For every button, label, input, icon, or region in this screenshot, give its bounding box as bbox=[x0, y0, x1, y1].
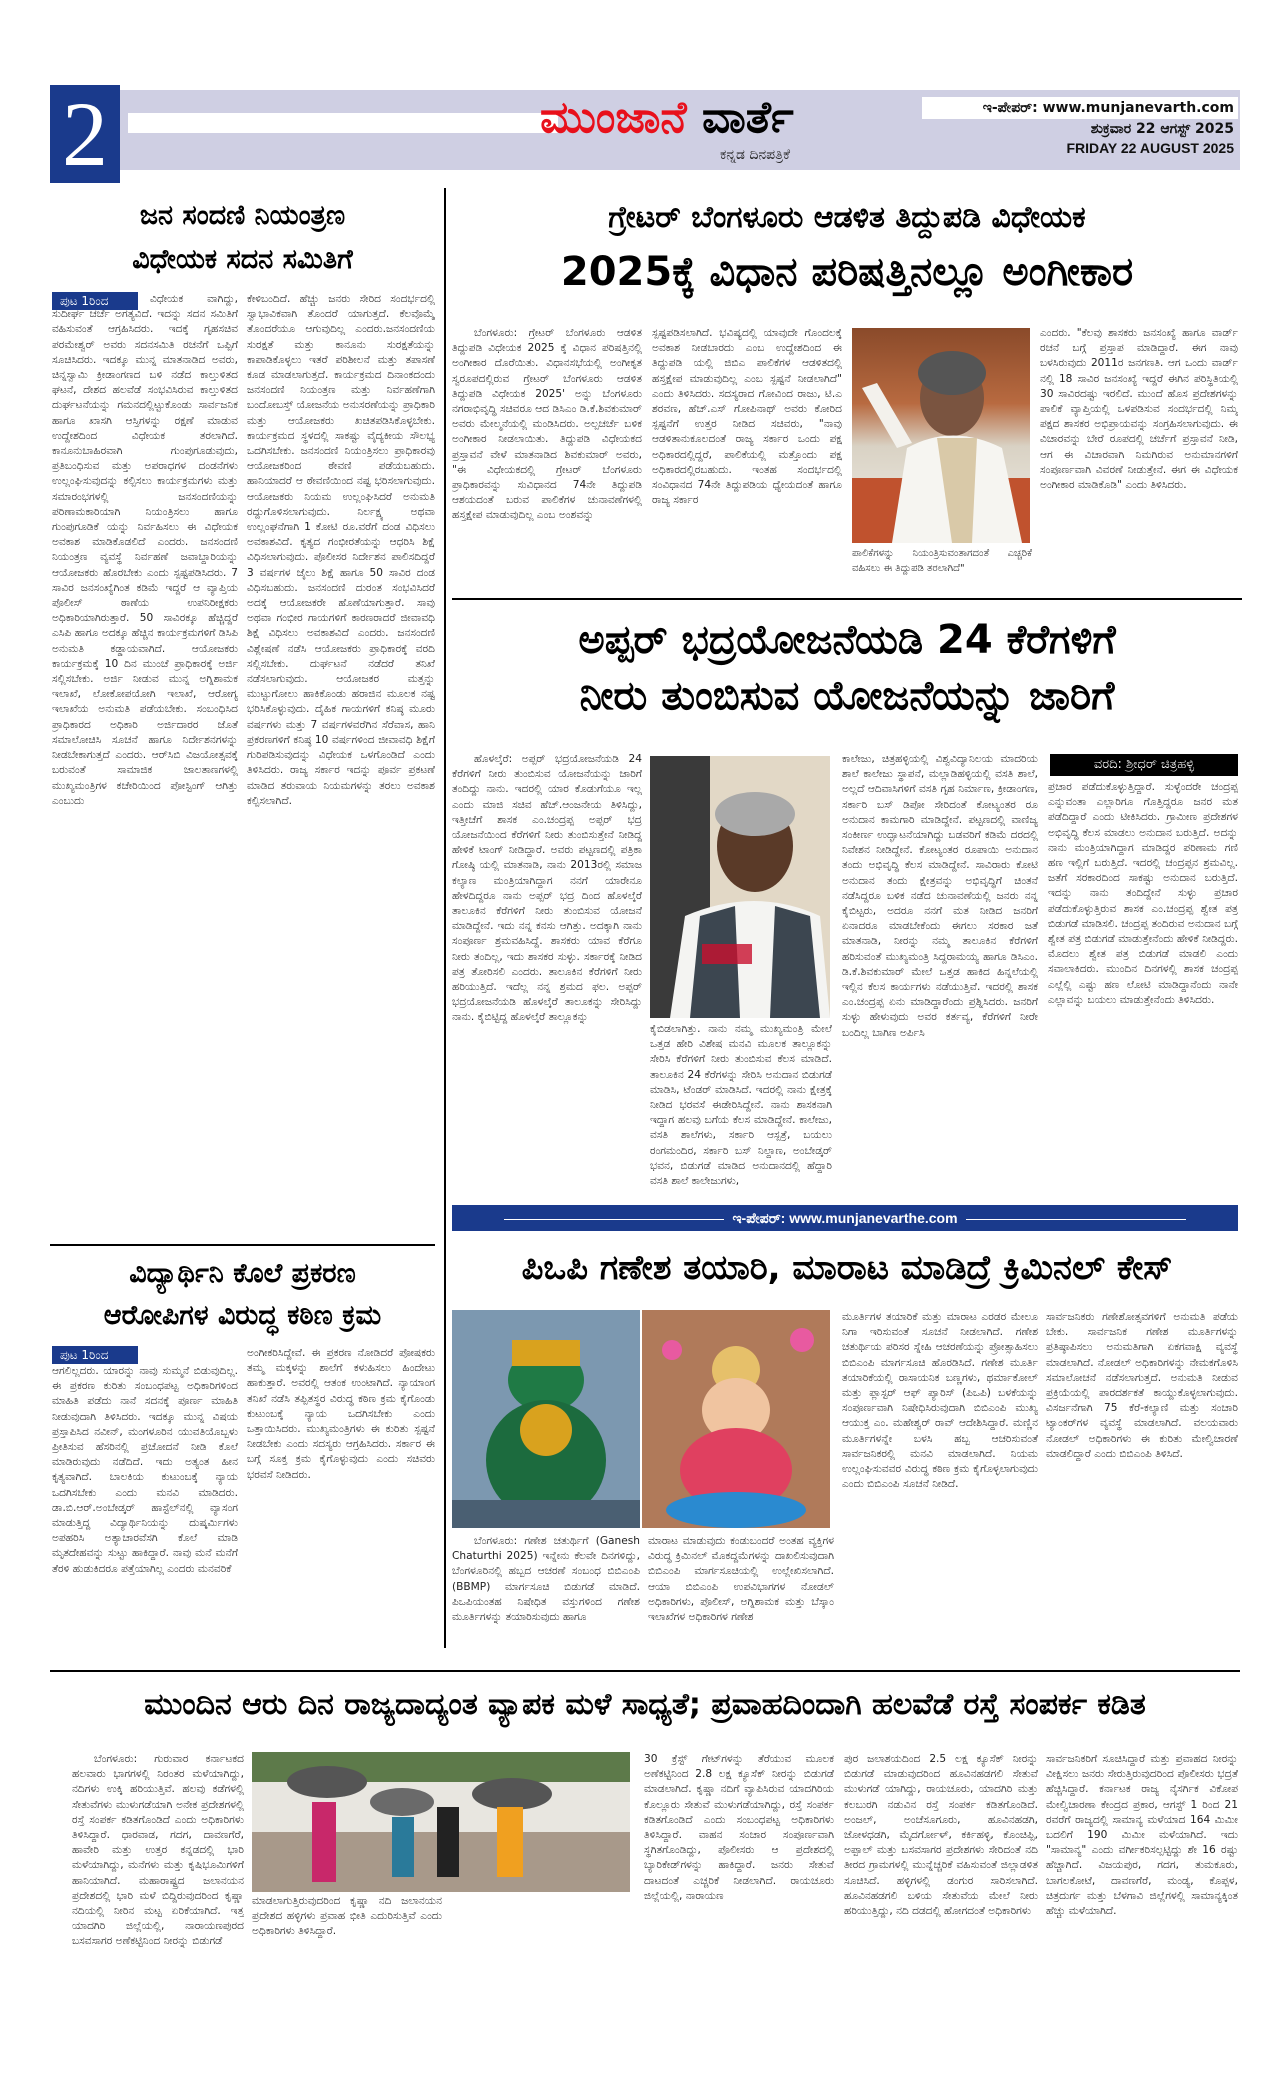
story3-headline-line1: ಅಪ್ಪರ್ ಭದ್ರಯೋಜನೆಯಡಿ 24 ಕೆರೆಗಳಿಗೆ bbox=[578, 617, 1116, 663]
ganesha-illustration bbox=[642, 1310, 830, 1528]
story6-headline: ಮುಂದಿನ ಆರು ದಿನ ರಾಜ್ಯದಾದ್ಯಂತ ವ್ಯಾಪಕ ಮಳೆ ಸಾಧ್ಯತೆ; ಪ್ರವಾಹದಿಂದಾಗಿ ಹಲವೆಡೆ ರಸ್ತೆ ಸಂಪರ್ಕ ಕಡಿತ bbox=[144, 1687, 1146, 1722]
section-divider bbox=[452, 598, 1242, 600]
date-english: FRIDAY 22 AUGUST 2025 bbox=[1066, 140, 1234, 156]
story6-column3: ಪುರ ಜಲಾಶಯದಿಂದ 2.5 ಲಕ್ಷ ಕ್ಯೂಸೆಕ್ ನೀರನ್ನು ಬಿಡುಗಡೆ ಮಾಡುವುದರಿಂದ ಹೂವಿನಹಡಗಲಿ ಸೇತುವೆ ಮುಳುಗಡೆ ಯಾಗಿದ್ದು, ರಾಯಚೂರು, ಯಾದಗಿರಿ ಮತ್ತು ಕಲಬುರಗಿ ನಡುವಿನ ರಸ್ತೆ ಸಂಪರ್ಕ ಕಡಿತಗೊಂಡಿದೆ. ಅಂಜಲ್, ಅಂಚೆಸೂಗೂರು, ಹೂವಿನಹಡಗಿ, ಜೋಳಧಡಗಿ, ಮೈದರ್ಗೋಳ್, ಕರ್ಕಿಹಳ್ಳಿ, ಕೊಂಚಿಪ್ಪಿ, ಅಪ್ಪಾಲ್ ಮತ್ತು ಬಸವಸಾಗರ ಪ್ರದೇಶಗಳು ಸೇರಿದಂತೆ ನದಿ ತೀರದ ಗ್ರಾಮಗಳಲ್ಲಿ ಮುನ್ನೆಚ್ಚರಿಕೆ ವಹಿಸುವಂತೆ ಜಿಲ್ಲಾಡಳಿತ ಸೂಚಿಸಿದೆ. ಹಳ್ಳಿಗಳಲ್ಲಿ ಡಂಗುರ ಸಾರಿಸಲಾಗಿದೆ. ಹೂವಿನಹಡಗಲಿ ಬಳಿಯ ಸೇತುವೆಯ ಮೇಲೆ ನೀರು ಹರಿಯುತ್ತಿದ್ದು, ನದಿ ದಡದಲ್ಲಿ ಹೋಗದಂತೆ ಅಧಿಕಾರಿಗಳು bbox=[844, 1753, 1038, 1918]
story1-continued-badge: ಪುಟ 1ರಿಂದ bbox=[52, 292, 138, 310]
masthead-white-strip bbox=[128, 113, 558, 133]
ganesha-illustration bbox=[452, 1310, 640, 1528]
story1-headline-line1: ಜನ ಸಂದಣಿ ನಿಯಂತ್ರಣ bbox=[139, 200, 346, 231]
banner-line-left bbox=[504, 1219, 724, 1220]
title-black: ವಾರ್ತೆ bbox=[701, 92, 794, 143]
story6-top-rule bbox=[50, 1670, 1240, 1672]
story3-byline: ವರದಿ: ಶ್ರೀಧರ್ ಚಿತ್ರಹಳ್ಳಿ bbox=[1050, 754, 1238, 776]
story1-headline-line2: ವಿಧೇಯಕ ಸದನ ಸಮಿತಿಗೆ bbox=[132, 244, 353, 275]
story4-column2: ಅಂಗೀಕರಿಸಿದ್ದೇವೆ. ಈ ಪ್ರಕರಣ ನೋಡಿದರೆ ಪೋಷಕರು ತಮ್ಮ ಮಕ್ಕಳನ್ನು ಶಾಲೆಗೆ ಕಳುಹಿಸಲು ಹಿಂದೇಟು ಹಾಕುತ್ತಾರೆ. ಅವರಲ್ಲಿ ಆತಂಕ ಉಂಟಾಗಿದೆ. ನ್ಯಾಯಾಂಗ ತನಿಖೆ ನಡೆಸಿ ತಪ್ಪಿತಸ್ಥರ ವಿರುದ್ಧ ಕಠಿಣ ಕ್ರಮ ಕೈಗೊಂಡು ಕುಟುಂಬಕ್ಕೆ ನ್ಯಾಯ ಒದಗಿಸಬೇಕು ಎಂದು ಒತ್ತಾಯಿಸಿದರು. ಮುಖ್ಯಮಂತ್ರಿಗಳು ಈ ಕುರಿತು ಸ್ಪಷ್ಟನೆ ನೀಡಬೇಕು ಎಂದು ಸದಸ್ಯರು ಆಗ್ರಹಿಸಿದರು. ಸರ್ಕಾರ ಈ ಬಗ್ಗೆ ಸೂಕ್ತ ಕ್ರಮ ಕೈಗೊಳ್ಳುವುದು ಎಂದು ಸಚಿವರು ಭರವಸೆ ನೀಡಿದರು. bbox=[247, 1347, 435, 1481]
story4-continued-badge: ಪುಟ 1ರಿಂದ bbox=[52, 1346, 138, 1364]
story3-column4: ಪ್ರಚಾರ ಪಡೆದುಕೊಳ್ಳುತ್ತಿದ್ದಾರೆ. ಸುಳ್ಳೆಂದರೇ ಚಂದ್ರಪ್ಪ ಎನ್ನುವಂತಾ ಎಲ್ಲಾರಿಗೂ ಗೊತ್ತಿದ್ದರೂ ಜನರ ಮತ ಪಡೆದಿದ್ದಾರೆ ಎಂದು ಟೀಕಿಸಿದರು. ಗ್ರಾಮೀಣ ಪ್ರದೇಶಗಳ ಅಭಿವೃದ್ಧಿ ಕೆಲಸ ಮಾಡಲು ಅನುದಾನ ಬರುತ್ತಿದೆ. ಅದನ್ನು ನಾನು ಮಂತ್ರಿಯಾಗಿದ್ದಾಗ ಮಾಡಿದ್ದರ ಪರಿಣಾಮ ಗಣಿ ಹಣ ಇಲ್ಲಿಗೆ ಬರುತ್ತಿದೆ. ಇದರಲ್ಲಿ ಚಂದ್ರಪ್ಪನ ಶ್ರಮವಿಲ್ಲ. ಜತೆಗೆ ಸರಕಾರದಿಂದ ಸಾಕಷ್ಟು ಅನುದಾನ ಬರುತ್ತಿದೆ. ಇದನ್ನು ನಾನು ತಂದಿದ್ದೇನೆ ಸುಳ್ಳು ಪ್ರಚಾರ ಪಡೆದುಕೊಳ್ಳುತ್ತಿರುವ ಶಾಸಕ ಎಂ.ಚಂದ್ರಪ್ಪ ಶ್ವೇತ ಪತ್ರ ಬಿಡುಗಡೆ ಮಾಡಿಸಲಿ. ಚಂದ್ರಪ್ಪ ತಂದಿರುವ ಅನುದಾನ ಬಗ್ಗೆ ಶ್ವೇತ ಪತ್ರ ಬಿಡುಗಡೆ ಮಾಡುತ್ತೇನೆಂದು ಹೇಳಿಕೆ ನೀಡಿದ್ದರು. ಮೊದಲು ಶ್ವೇತ ಪತ್ರ ಬಿಡುಗಡೆ ಮಾಡಲಿ ಎಂದು ಸವಾಲಾಕಿದರು. ಮುಂದಿನ ದಿನಗಳಲ್ಲಿ ಶಾಸಕ ಚಂದ್ರಪ್ಪ ಎಲ್ಲೆಲ್ಲಿ ಎಷ್ಟು ಹಣ ಲೋಟಿ ಮಾಡಿದ್ದಾನೆಂದು ನಾನೇ ಎಲ್ಲಾವನ್ನು ಬಯಲು ಮಾಡುತ್ತೇನೆಂದು ತಿಳಿಸಿದರು. bbox=[1048, 781, 1238, 1006]
story5-column2: ಮಾರಾಟ ಮಾಡುವುದು ಕಂಡುಬಂದರೆ ಅಂತಹ ವ್ಯಕ್ತಿಗಳ ವಿರುದ್ಧ ಕ್ರಿಮಿನಲ್ ಮೊಕದ್ದಮೆಗಳನ್ನು ದಾಖಲಿಸುವುದಾಗಿ ಬಿಬಿಎಂಪಿ ಮಾರ್ಗಸೂಚಿಯಲ್ಲಿ ಉಲ್ಲೇಖಿಸಲಾಗಿದೆ. ಆಯಾ ಬಿಬಿಎಂಪಿ ಉಪವಿಭಾಗಗಳ ನೋಡಲ್ ಅಧಿಕಾರಿಗಳು, ಪೊಲೀಸ್, ಅಗ್ನಿಶಾಮಕ ಮತ್ತು ಬೆಸ್ಕಾಂ ಇಲಾಖೆಗಳ ಅಧಿಕಾರಿಗಳ ಗಣೇಶ bbox=[648, 1535, 834, 1624]
newspaper-title bbox=[540, 88, 920, 148]
story2-column3: ಎಂದರು. "ಕೆಲವು ಶಾಸಕರು ಜನಸಂಖ್ಯೆ ಹಾಗೂ ವಾರ್ಡ್ ರಚನೆ ಬಗ್ಗೆ ಪ್ರಸ್ತಾಪ ಮಾಡಿದ್ದಾರೆ. ಈಗ ನಾವು ಬಳಸಿರುವುದು 2011ರ ಜನಗಣತಿ. ಆಗ ಒಂದು ವಾರ್ಡ್ ನಲ್ಲಿ 18 ಸಾವಿರ ಜನಸಂಖ್ಯೆ ಇದ್ದರೆ ಈಗಿನ ಪರಿಸ್ಥಿತಿಯಲ್ಲಿ 30 ಸಾವಿರದಷ್ಟು ಇರಲಿದೆ. ಮುಂದೆ ಹೊಸ ಪ್ರದೇಶಗಳನ್ನು ಪಾಲಿಕೆ ವ್ಯಾಪ್ತಿಯಲ್ಲಿ ಒಳಪಡಿಸುವ ಸಂದರ್ಭದಲ್ಲಿ ನಿಮ್ಮ ಪಕ್ಷದ ಶಾಸಕರ ಅಭಿಪ್ರಾಯವನ್ನು ಸಂಗ್ರಹಿಸಲಾಗುವುದು. ಈ ವಿಚಾರವನ್ನು ಬೇರೆ ರೂಪದಲ್ಲಿ ಚರ್ಚೆಗೆ ಪ್ರಸ್ತಾವನೆ ನೀಡಿ, ಆಗ ಈ ವಿಚಾರವಾಗಿ ನಿಮಗಿರುವ ಅನುಮಾನಗಳಿಗೆ ಸಂಪೂರ್ಣವಾಗಿ ವಿವರಣೆ ನೀಡುತ್ತೇನೆ. ಈಗ ಈ ವಿಧೇಯಕ ಅಂಗೀಕಾರ ಮಾಡಿಕೊಡಿ" ಎಂದು ತಿಳಿಸಿದರು. bbox=[1040, 327, 1238, 492]
story5-column1: ಬೆಂಗಳೂರು: ಗಣೇಶ ಚತುರ್ಥಿಗೆ (Ganesh Chaturthi 2025) ಇನ್ನೇನು ಕೆಲವೇ ದಿನಗಳಿದ್ದು, ಬೆಂಗಳೂರಿನಲ್ಲಿ ಹಬ್ಬದ ಆಚರಣೆ ಸಂಬಂಧ ಬಿಬಿಎಂಪಿ (BBMP) ಮಾರ್ಗಸೂಚಿ ಬಿಡುಗಡೆ ಮಾಡಿದೆ. ಪಿಒಪಿಯಂತಹ ನಿಷೇಧಿತ ವಸ್ತುಗಳಿಂದ ಗಣೇಶ ಮೂರ್ತಿಗಳನ್ನು ತಯಾರಿಸುವುದು ಹಾಗೂ bbox=[452, 1535, 640, 1624]
story4-headline-line2: ಆರೋಪಿಗಳ ವಿರುದ್ಧ ಕಠಿಣ ಕ್ರಮ bbox=[103, 1300, 382, 1331]
story2-headline-line2: 2025ಕ್ಕೆ ವಿಧಾನ ಪರಿಷತ್ತಿನಲ್ಲೂ ಅಂಗೀಕಾರ bbox=[560, 249, 1134, 295]
story1-column2: ಕೇಳಿಬಂದಿದೆ. ಹೆಚ್ಚು ಜನರು ಸೇರಿದ ಸಂದರ್ಭದಲ್ಲಿ ಸ್ವಾಭಾವಿಕವಾಗಿ ತೊಂದರೆ ಯಾಗುತ್ತದೆ. ಕೆಲವೊಮ್ಮೆ ತೊಂದರೆಯೂ ಆಗುವುದಿಲ್ಲ ಎಂದರು.ಜನಸಂದಣಿಯ ಸುರಕ್ಷತೆ ಮತ್ತು ಕಾನೂನು ಸುರಕ್ಷತೆಯನ್ನು ಕಾಪಾಡಿಕೊಳ್ಳಲು ಇತರೆ ಪರಿಶೀಲನೆ ಮತ್ತು ತಪಾಸಣೆ ಕೂಡ ಮಾಡಲಾಗುತ್ತದೆ. ಕಾರ್ಯಕ್ರಮದ ದಿನಾಂಕದಂದು ಜನಸಂದಣಿ ನಿಯಂತ್ರಣ ಮತ್ತು ನಿರ್ವಹಣೆಗಾಗಿ ಬಂದೋಬಸ್ತ್ ಯೋಜನೆಯ ಅನುಸರಣೆಯನ್ನು ಪ್ರಾಧಿಕಾರಿ ಮತ್ತು ಆಯೋಜಕರು ಖಚಿತಪಡಿಸಿಕೊಳ್ಳಬೇಕು. ಕಾರ್ಯಕ್ರಮದ ಸ್ಥಳದಲ್ಲಿ ಸಾಕಷ್ಟು ವೈದ್ಯಕೀಯ ಸೌಲಭ್ಯ ಒದಗಿಸಬೇಕು. ಜನಸಂದಣಿ ನಿಯಂತ್ರಿಸಲು ಪ್ರಾಧಿಕಾರವು ಆಯೋಜಕರಿಂದ ಠೇವಣಿ ಪಡೆಯಬಹುದು. ಹಾನಿಯಾದರೆ ಆ ಠೇವಣಿಯಿಂದ ನಷ್ಟ ಭರಿಸಲಾಗುವುದು. ಆಯೋಜಕರು ನಿಯಮ ಉಲ್ಲಂಘಿಸಿದರೆ ಅನುಮತಿ ರದ್ದುಗೊಳಿಸಲಾಗುವುದು. ನಿರ್ಲಕ್ಷ್ಯ ಅಥವಾ ಉಲ್ಲಂಘನೆಗಾಗಿ 1 ಕೋಟಿ ರೂ.ವರೆಗೆ ದಂಡ ವಿಧಿಸಲು ಅವಕಾಶವಿದೆ. ಕೃತ್ಯದ ಗಂಭೀರತೆಯನ್ನು ಆಧರಿಸಿ ಶಿಕ್ಷೆ ವಿಧಿಸಲಾಗುವುದು. ಪೊಲೀಸರ ನಿರ್ದೇಶನ ಪಾಲಿಸದಿದ್ದರೆ 3 ವರ್ಷಗಳ ಜೈಲು ಶಿಕ್ಷೆ ಹಾಗೂ 50 ಸಾವಿರ ದಂಡ ವಿಧಿಸಬಹುದು. ಜನಸಂದಣಿ ದುರಂತ ಸಂಭವಿಸಿದರೆ ಅದಕ್ಕೆ ಆಯೋಜಕರೇ ಹೊಣೆಯಾಗುತ್ತಾರೆ. ಸಾವು ಅಥವಾ ಗಂಭೀರ ಗಾಯಗಳಿಗೆ ಕಾರಣರಾದರೆ ಜೀವಾವಧಿ ಶಿಕ್ಷೆ ವಿಧಿಸಲು ಅವಕಾಶವಿದೆ ಎಂದರು. ಜನಸಂದಣಿ ವಿಶ್ಲೇಷಣೆ ನಡೆಸಿ ಆಯೋಜಕರು ಪ್ರಾಧಿಕಾರಕ್ಕೆ ವರದಿ ಸಲ್ಲಿಸಬೇಕು. ದುರ್ಘಟನೆ ನಡೆದರೆ ತನಿಖೆ ನಡೆಸಲಾಗುವುದು. ಆಯೋಜಕರ ಮತ್ತನ್ನು ಮುಟ್ಟುಗೋಲು ಹಾಕಿಕೊಂಡು ಹರಾಜಿನ ಮೂಲಕ ನಷ್ಟ ಭರಿಸಿಕೊಳ್ಳುವುದು. ದೈಹಿಕ ಗಾಯಗಳಿಗೆ ಕನಿಷ್ಠ ಮೂರು ವರ್ಷಗಳು ಮತ್ತು 7 ವರ್ಷಗಳವರೆಗಿನ ಸೆರೆವಾಸ, ಹಾನಿ ಪ್ರಕರಣಗಳಿಗೆ ಕನಿಷ್ಠ 10 ವರ್ಷಗಳಿಂದ ಜೀವಾವಧಿ ಶಿಕ್ಷೆಗೆ ಗುರಿಪಡಿಸುವುದನ್ನು ವಿಧೇಯಕ ಒಳಗೊಂಡಿದೆ ಎಂದು ತಿಳಿಸಿದರು. ರಾಜ್ಯ ಸರ್ಕಾರ ಇದನ್ನು ಪೂರ್ವ ಪ್ರಕಟಣೆ ಮಾಡಿದ ತರುವಾಯ ನಿಯಮಗಳನ್ನು ತರಲು ಅವಕಾಶ ಕಲ್ಪಿಸಲಾಗಿದೆ. bbox=[247, 293, 435, 807]
story5-column3: ಮೂರ್ತಿಗಳ ತಯಾರಿಕೆ ಮತ್ತು ಮಾರಾಟ ಎರಡರ ಮೇಲೂ ನಿಗಾ ಇರಿಸುವಂತೆ ಸೂಚನೆ ನೀಡಲಾಗಿದೆ. ಗಣೇಶ ಚತುರ್ಥಿಯ ಪರಿಸರ ಸ್ನೇಹಿ ಆಚರಣೆಯನ್ನು ಪ್ರೋತ್ಸಾಹಿಸಲು ಬಿಬಿಎಂಪಿ ಮಾರ್ಗಸೂಚಿ ಹೊರಡಿಸಿದೆ. ಗಣೇಶ ಮೂರ್ತಿ ತಯಾರಿಕೆಯಲ್ಲಿ ರಾಸಾಯನಿಕ ಬಣ್ಣಗಳು, ಥರ್ಮಾಕೋಲ್ ಮತ್ತು ಪ್ಲಾಸ್ಟರ್ ಆಫ್ ಪ್ಯಾರಿಸ್ (ಪಿಒಪಿ) ಬಳಕೆಯನ್ನು ಸಂಪೂರ್ಣವಾಗಿ ನಿಷೇಧಿಸಿರುವುದಾಗಿ ಬಿಬಿಎಂಪಿ ಮುಖ್ಯ ಆಯುಕ್ತ ಎಂ. ಮಹೇಶ್ವರ್ ರಾವ್ ಆದೇಶಿಸಿದ್ದಾರೆ. ಮಣ್ಣಿನ ಮೂರ್ತಿಗಳನ್ನೇ ಬಳಸಿ ಹಬ್ಬ ಆಚರಿಸುವಂತೆ ಸಾರ್ವಜನಿಕರಲ್ಲಿ ಮನವಿ ಮಾಡಲಾಗಿದೆ. ನಿಯಮ ಉಲ್ಲಂಘಿಸುವವರ ವಿರುದ್ಧ ಕಠಿಣ ಕ್ರಮ ಕೈಗೊಳ್ಳಲಾಗುವುದು ಎಂದು ಬಿಬಿಎಂಪಿ ಸೂಚನೆ ನೀಡಿದೆ. bbox=[842, 1311, 1038, 1491]
story3-column3: ಕಾಲೇಜು, ಚಿತ್ರಹಳ್ಳಿಯಲ್ಲಿ ವಿಶ್ವವಿದ್ಯಾನಿಲಯ ಮಾದರಿಯ ಶಾಲೆ ಕಾಲೇಜು ಸ್ಥಾಪನೆ, ಮಲ್ಲಾಡಿಹಳ್ಳಿಯಲ್ಲಿ ವಸತಿ ಶಾಲೆ, ಅಲ್ಲದೆ ಆದಿವಾಸಿಗಳಿಗೆ ವಸತಿ ಗೃಹ ನಿರ್ಮಾಣ, ಕ್ರೀಡಾಂಗಣ, ಸರ್ಕಾರಿ ಬಸ್ ಡಿಪೋ ಸೇರಿದಂತೆ ಕೋಟ್ಯಂತರ ರೂ ಅನುದಾನ ಕಾಮಗಾರಿ ಮಾಡಿದ್ದೇನೆ. ಪಟ್ಟಣದಲ್ಲಿ ವಾಣಿಜ್ಯ ಸಂಕೀರ್ಣ ಉದ್ಘಾಟನೆಯಾಗಿದ್ದು ಬಡವರಿಗೆ ಕಡಿಮೆ ದರದಲ್ಲಿ ನಿವೇಶನ ನೀಡಿದ್ದೇನೆ. ಕೋಟ್ಯಂತರ ರೂಪಾಯಿ ಅನುದಾನ ತಂದು ಅಭಿವೃದ್ಧಿ ಕೆಲಸ ಮಾಡಿದ್ದೇನೆ. ಸಾವಿರಾರು ಕೋಟಿ ಅನುದಾನ ತಂದು ಕ್ಷೇತ್ರವನ್ನು ಅಭಿವೃದ್ಧಿಗೆ ಚಿಂತನೆ ನಡೆಸಿದ್ದರೂ ಬಳಿಕ ನಡೆದ ಚುನಾವಣೆಯಲ್ಲಿ ಜನರು ನನ್ನ ಕೈಬಿಟ್ಟರು, ಅದರೂ ನನಗೆ ಮತ ನೀಡಿದ ಜನರಿಗೆ ಏನಾದರೂ ಮಾಡಬೇಕೆಂದು ಈಗಲು ಸರಕಾರ ಜತೆ ಮಾತನಾಡಿ, ನೀರನ್ನು ನಮ್ಮ ತಾಲೂಕಿನ ಕೆರೆಗಳಿಗೆ ಹರಿಸುವಂತೆ ಮುಖ್ಯಮಂತ್ರಿ ಸಿದ್ದರಾಮಯ್ಯ ಹಾಗೂ ಡಿಸಿಎಂ. ಡಿ.ಕೆ.ಶಿವಕುಮಾರ್ ಮೇಲೆ ಒತ್ತಡ ಹಾಕಿದ ಹಿನ್ನಲೆಯಲ್ಲಿ ಇಲ್ಲಿನ ಕೆಲಸ ಕಾರ್ಯಗಳು ನಡೆಯುತ್ತಿವೆ. ಇದರಲ್ಲಿ ಶಾಸಕ ಎಂ.ಚಂದ್ರಪ್ಪ ಏನು ಮಾಡಿದ್ದಾರೆಂದು ಪ್ರಶ್ನಿಸಿದರು. ಜನರಿಗೆ ಸುಳ್ಳು ಹೇಳುವುದು ಅವರ ಕರ್ತವ್ಯ, ಕೆರೆಗಳಿಗೆ ನೀರೇ ಬಂದಿಲ್ಲ ಬಾಗಿಣ ಅರ್ಪಿಸಿ bbox=[842, 753, 1038, 1039]
story6-photo-caption: ಮಾಡಲಾಗುತ್ತಿರುವುದರಿಂದ ಕೃಷ್ಣಾ ನದಿ ಜಲಾನಯನ ಪ್ರದೇಶದ ಹಳ್ಳಿಗಳು ಪ್ರವಾಹ ಭೀತಿ ಎದುರಿಸುತ್ತಿವೆ ಎಂದು ಅಧಿಕಾರಿಗಳು ತಿಳಿಸಿದ್ದಾರೆ. bbox=[252, 1895, 442, 1938]
title-red: ಮುಂಜಾನೆ bbox=[540, 92, 687, 143]
story1-column1: ವಿಧೇಯಕ ವಾಗಿದ್ದು, ಸುದೀರ್ಘ ಚರ್ಚೆ ಅಗತ್ಯವಿದೆ. ಇದನ್ನು ಸದನ ಸಮಿತಿಗೆ ವಹಿಸುವಂತೆ ಆಗ್ರಹಿಸಿದರು. ಇದಕ್ಕೆ ಗೃಹಸಚಿವ ಪರಮೇಶ್ವರ್ ಅವರು ಸದನಸಮಿತಿ ರಚನೆಗೆ ಒಪ್ಪಿಗೆ ಸೂಚಿಸಿದರು. ಇದಕ್ಕೂ ಮುನ್ನ ಮಾತನಾಡಿದ ಅವರು, ಚಿನ್ನಸ್ವಾಮಿ ಕ್ರೀಡಾಂಗಣದ ಬಳಿ ನಡೆದ ಕಾಲ್ತುಳಿತದ ಘಟನೆ, ದೇಶದ ಹಲವೆಡೆ ಸಂಭವಿಸಿರುವ ಕಾಲ್ತುಳಿತದ ದುರ್ಘಟನೆಯನ್ನು ಗಮನದಲ್ಲಿಟ್ಟುಕೊಂಡು ಸಾರ್ವಜನಿಕ ಹಾಗೂ ಖಾಸಗಿ ಆಸ್ತಿಗಳನ್ನು ರಕ್ಷಣೆ ಮಾಡುವ ಉದ್ದೇಶದಿಂದ ವಿಧೇಯಕ ತರಲಾಗಿದೆ. ಕಾನೂನುಬಾಹಿರವಾಗಿ ಗುಂಪುಗೂಡುವುದು, ಪ್ರತಿಬಂಧಿಸುವ ಮತ್ತು ಅಪರಾಧಗಳ ದಂಡನೆಗಳು ಉಲ್ಲಂಘಿಸುವುದನ್ನು ಕಲ್ಪಿಸಲು ಕಾರ್ಯಕ್ರಮಗಳು ಮತ್ತು ಸಮಾರಂಭಗಳಲ್ಲಿ ಜನಸಂದಣಿಯನ್ನು ಪರಿಣಾಮಕಾರಿಯಾಗಿ ನಿಯಂತ್ರಿಸಲು ಹಾಗೂ ಗುಂಪುಗೂಡಿಕೆ ಯನ್ನು ನಿರ್ವಹಿಸಲು ಈ ವಿಧೇಯಕ ಅವಕಾಶ ಮಾಡಿಕೊಡಲಿದೆ ಎಂದರು. ಜನಸಂದಣಿ ನಿಯಂತ್ರಣ ವ್ಯವಸ್ಥೆ ನಿರ್ವಹಣೆ ಜವಾಬ್ದಾರಿಯನ್ನು ಆಯೋಜಕರು ಹೊರಬೇಕು ಎಂದು ಸ್ಪಷ್ಟಪಡಿಸಿದರು. 7 ಸಾವಿರ ಜನಸಂಖ್ಯೆಗಿಂತ ಕಡಿಮೆ ಇದ್ದರೆ ಆ ವ್ಯಾಪ್ತಿಯ ಪೊಲೀಸ್ ಠಾಣೆಯ ಉಪನಿರೀಕ್ಷಕರು ಅಧಿಕಾರಿಯಾಗಿರುತ್ತಾರೆ. 50 ಸಾವಿರಕ್ಕೂ ಹೆಚ್ಚಿದ್ದರೆ ಎಸಿಪಿ ಹಾಗೂ ಅದಕ್ಕೂ ಹೆಚ್ಚಿನ ಕಾರ್ಯಕ್ರಮಗಳಿಗೆ ಡಿಸಿಪಿ ಅನುಮತಿ ಕಡ್ಡಾಯವಾಗಿದೆ. ಆಯೋಜಕರು ಕಾರ್ಯಕ್ರಮಕ್ಕೆ 10 ದಿನ ಮುಂಚೆ ಪ್ರಾಧಿಕಾರಕ್ಕೆ ಅರ್ಜಿ ಸಲ್ಲಿಸಬೇಕು. ಅರ್ಜಿ ನೀಡುವ ಮುನ್ನ ಅಗ್ನಿಶಾಮಕ ಇಲಾಖೆ, ಲೋಕೋಪಯೋಗಿ ಇಲಾಖೆ, ಆರೋಗ್ಯ ಇಲಾಖೆಯ ಅನುಮತಿ ಪಡೆಯಬೇಕು. ಸಂಬಂಧಿಸಿದ ಪ್ರಾಧಿಕಾರದ ಅಧಿಕಾರಿ ಅರ್ಜಿದಾರರ ಜೊತೆ ಸಮಾಲೋಚಿಸಿ ಸೂಚನೆ ಹಾಗೂ ನಿರ್ದೇಶನಗಳನ್ನು ನೀಡಬೇಕಾಗುತ್ತದೆ ಎಂದರು. ಆರ್‌ಸಿಬಿ ವಿಜಯೋತ್ಸವಕ್ಕೆ ಬರುವಂತೆ ಸಾಮಾಜಿಕ ಜಾಲತಾಣಗಳಲ್ಲಿ ಮುಖ್ಯಮಂತ್ರಿಗಳ ಕಚೇರಿಯಿಂದ ಪೋಸ್ಟಿಂಗ್ ಆಗಿತ್ತು ಎಂಬುದು bbox=[52, 293, 238, 807]
story6-column4: ಸಾರ್ವಜನಿಕರಿಗೆ ಸೂಚಿಸಿದ್ದಾರೆ ಮತ್ತು ಪ್ರವಾಹದ ನೀರನ್ನು ವೀಕ್ಷಿಸಲು ಜನರು ಸೇರುತ್ತಿರುವುದರಿಂದ ಪೊಲೀಸರು ಭದ್ರತೆ ಹೆಚ್ಚಿಸಿದ್ದಾರೆ. ಕರ್ನಾಟಕ ರಾಜ್ಯ ನೈಸರ್ಗಿಕ ವಿಕೋಪ ಮೇಲ್ವಿಚಾರಣಾ ಕೇಂದ್ರದ ಪ್ರಕಾರ, ಆಗಸ್ಟ್ 1 ರಿಂದ 21 ರವರೆಗೆ ರಾಜ್ಯದಲ್ಲಿ ಸಾಮಾನ್ಯ ಮಳೆಯಾದ 164 ಮಿಮೀ ಬದಲಿಗೆ 190 ಮಿಮೀ ಮಳೆಯಾಗಿದೆ. ಇದು "ಸಾಮಾನ್ಯ" ಎಂದು ವರ್ಗೀಕರಿಸಲ್ಪಟ್ಟಿದ್ದು ಶೇ 16 ರಷ್ಟು ಹೆಚ್ಚಾಗಿದೆ. ವಿಜಯಪುರ, ಗದಗ, ತುಮಕೂರು, ಬಾಗಲಕೋಟೆ, ದಾವಣಗೆರೆ, ಮಂಡ್ಯ, ಕೊಪ್ಪಳ, ಚಿತ್ರದುರ್ಗ ಮತ್ತು ಬೆಳಗಾವಿ ಜಿಲ್ಲೆಗಳಲ್ಲಿ ಸಾಮಾನ್ಯಕ್ಕಿಂತ ಹೆಚ್ಚು ಮಳೆಯಾಗಿದೆ. bbox=[1046, 1753, 1238, 1918]
story2-column1: ಬೆಂಗಳೂರು: ಗ್ರೇಟರ್ ಬೆಂಗಳೂರು ಆಡಳಿತ ತಿದ್ದುಪಡಿ ವಿಧೇಯಕ 2025 ಕ್ಕೆ ವಿಧಾನ ಪರಿಷತ್ತಿನಲ್ಲಿ ಅಂಗೀಕಾರ ದೊರೆಯಿತು. ವಿಧಾನಸಭೆಯಲ್ಲಿ ಅಂಗೀಕೃತ ಸ್ವರೂಪದಲ್ಲಿರುವ ಗ್ರೇಟರ್ ಬೆಂಗಳೂರು ಆಡಳಿತ ತಿದ್ದುಪಡಿ ವಿಧೇಯಕ 2025' ಅನ್ನು ಬೆಂಗಳೂರು ನಗರಾಭಿವೃದ್ಧಿ ಸಚಿವರೂ ಆದ ಡಿಸಿಎಂ ಡಿ.ಕೆ.ಶಿವಕುಮಾರ್ ಅವರು ಮೇಲ್ಮನೆಯಲ್ಲಿ ಮಂಡಿಸಿದರು. ಅಲ್ಪಚರ್ಚೆ ಬಳಿಕ ಅಂಗೀಕಾರ ನೀಡಲಾಯಿತು. ತಿದ್ದುಪಡಿ ವಿಧೇಯಕದ ಪ್ರಸ್ತಾವನೆ ವೇಳೆ ಮಾತನಾಡಿದ ಶಿವಕುಮಾರ್ ಅವರು, "ಈ ವಿಧೇಯಕದಲ್ಲಿ ಗ್ರೇಟರ್ ಬೆಂಗಳೂರು ಪ್ರಾಧಿಕಾರವನ್ನು ಸುವಿಧಾನದ 74ನೇ ತಿದ್ದುಪಡಿ ಆಶಯದಂತೆ ಬರುವ ಪಾಲಿಕೆಗಳ ಚುನಾವಣೆಗಳಲ್ಲಿ ಹಸ್ತಕ್ಷೇಪ ಮಾಡುವುದಿಲ್ಲ ಎಂಬ ಅಂಶವನ್ನು bbox=[452, 327, 642, 522]
newspaper-subtitle: ಕನ್ನಡ ದಿನಪತ್ರಿಕೆ bbox=[720, 147, 791, 163]
story5-photo-ganesha-1 bbox=[452, 1310, 640, 1528]
story3-headline-line2: ನೀರು ತುಂಬಿಸುವ ಯೋಜನೆಯನ್ನು ಜಾರಿಗೆ bbox=[579, 673, 1115, 719]
story5-column4: ಸಾರ್ವಜನಿಕರು ಗಣೇಶೋತ್ಸವಗಳಿಗೆ ಅನುಮತಿ ಪಡೆಯ ಬೇಕು. ಸಾರ್ವಜನಿಕ ಗಣೇಶ ಮೂರ್ತಿಗಳನ್ನು ಪ್ರತಿಷ್ಠಾಪಿಸಲು ಅನುಮತಿಗಾಗಿ ಏಕಗವಾಕ್ಷಿ ವ್ಯವಸ್ಥೆ ಮಾಡಲಾಗಿದೆ. ನೋಡಲ್ ಅಧಿಕಾರಿಗಳನ್ನು ನೇಮಕಗೊಳಿಸಿ ಸಮಾಲೋಚನೆ ನಡೆಸಲಾಗುತ್ತದೆ. ಅನುಮತಿ ನೀಡುವ ಪ್ರಕ್ರಿಯೆಯಲ್ಲಿ ಪಾರದರ್ಶಕತೆ ಕಾಯ್ದುಕೊಳ್ಳಲಾಗುವುದು. ವಿಸರ್ಜನೆಗಾಗಿ 75 ಕೆರೆ-ಕಲ್ಯಾಣಿ ಮತ್ತು ಸಂಚಾರಿ ಟ್ಯಾಂಕರ್‌ಗಳ ವ್ಯವಸ್ಥೆ ಮಾಡಲಾಗಿದೆ. ವಲಯವಾರು ನೋಡಲ್ ಅಧಿಕಾರಿಗಳು ಈ ಕುರಿತು ಮೇಲ್ವಿಚಾರಣೆ ಮಾಡಲಿದ್ದಾರೆ ಎಂದು ಬಿಬಿಎಂಪಿ ತಿಳಿಸಿದೆ. bbox=[1046, 1311, 1238, 1460]
epaper-banner-text: ಇ-ಪೇಪರ್: www.munjanevarthe.com bbox=[732, 1210, 958, 1226]
banner-line-right bbox=[966, 1219, 1186, 1220]
story3-column2: ಕೈಬಿಡಲಾಗಿತ್ತು. ನಾನು ನಮ್ಮ ಮುಖ್ಯಮಂತ್ರಿ ಮೇಲೆ ಒತ್ತಡ ಹೇರಿ ವಿಶೇಷ ಮನವಿ ಮೂಲಕ ತಾಲ್ಲೂಕನ್ನು ಸೇರಿಸಿ ಕೆರೆಗಳಿಗೆ ನೀರು ತುಂಬಿಸುವ ಕೆಲಸ ಮಾಡಿದೆ. ತಾಲೂಕಿನ 24 ಕೆರೆಗಳನ್ನು ಸೇರಿಸಿ ಅನುದಾನ ಬಿಡುಗಡೆ ಮಾಡಿಸಿ, ಟೆಂಡರ್ ಮಾಡಿಸಿದೆ. ಇದರಲ್ಲಿ ನಾನು ಕ್ಷೇತ್ರಕ್ಕೆ ನೀಡಿದ ಭರವಸೆ ಈಡೇರಿಸಿದ್ದೇನೆ. ನಾನು ಶಾಸಕನಾಗಿ ಇದ್ದಾಗ ಹಲವು ಬಗೆಯ ಕೆಲಸ ಮಾಡಿದ್ದೇನೆ. ಕಾಲೇಜು, ವಸತಿ ಶಾಲೆಗಳು, ಸರ್ಕಾರಿ ಆಸ್ಪತ್ರೆ, ಬಯಲು ರಂಗಮಂದಿರ, ಸರ್ಕಾರಿ ಬಸ್ ನಿಲ್ದಾಣ, ಅಂಬೇಡ್ಕರ್ ಭವನ, ಬಿಡುಗಡೆ ಮಾಡಿದ ಅನುದಾನದಲ್ಲಿ ಹೆದ್ದಾರಿ ವಸತಿ ಶಾಲೆ ಕಾಲೇಜುಗಳು, bbox=[650, 1023, 832, 1188]
story6-column2: 30 ಕ್ರೆಸ್ಟ್ ಗೇಟ್‌ಗಳನ್ನು ತೆರೆಯುವ ಮೂಲಕ ಅಣೆಕಟ್ಟಿನಿಂದ 2.8 ಲಕ್ಷ ಕ್ಯೂಸೆಕ್ ನೀರನ್ನು ಬಿಡುಗಡೆ ಮಾಡಲಾಗಿದೆ. ಕೃಷ್ಣಾ ನದಿಗೆ ವ್ಯಾಪಿಸಿರುವ ಯಾದಗಿರಿಯ ಕೊಲ್ಲೂರು ಸೇತುವೆ ಮುಳುಗಡೆಯಾಗಿದ್ದು, ರಸ್ತೆ ಸಂಪರ್ಕ ಕಡಿತಗೊಂಡಿದೆ ಎಂದು ಸಂಬಂಧಪಟ್ಟ ಅಧಿಕಾರಿಗಳು ತಿಳಿಸಿದ್ದಾರೆ. ವಾಹನ ಸಂಚಾರ ಸಂಪೂರ್ಣವಾಗಿ ಸ್ಥಗಿತಗೊಂಡಿದ್ದು, ಪೊಲೀಸರು ಆ ಪ್ರದೇಶದಲ್ಲಿ ಬ್ಯಾರಿಕೇಡ್‌ಗಳನ್ನು ಹಾಕಿದ್ದಾರೆ. ಜನರು ಸೇತುವೆ ದಾಟದಂತೆ ಎಚ್ಚರಿಕೆ ನೀಡಲಾಗಿದೆ. ರಾಯಚೂರು ಜಿಲ್ಲೆಯಲ್ಲಿ, ನಾರಾಯಣ bbox=[644, 1753, 834, 1902]
story5-photo-ganesha-2 bbox=[642, 1310, 830, 1528]
epaper-banner[interactable] bbox=[452, 1205, 1238, 1231]
epaper-link-top[interactable]: ಇ-ಪೇಪರ್: www.munjanevarth.com bbox=[922, 97, 1238, 119]
story2-headline-line1: ಗ್ರೇಟರ್ ಬೆಂಗಳೂರು ಆಡಳಿತ ತಿದ್ದುಪಡಿ ವಿಧೇಯಕ bbox=[608, 200, 1086, 235]
story6-photo-rain bbox=[252, 1752, 630, 1892]
story2-photo-caption: ಪಾಲಿಕೆಗಳನ್ನು ನಿಯಂತ್ರಿಸುವಂತಾಗದಂತೆ ಎಚ್ಚರಿಕೆ ವಹಿಸಲು ಈ ತಿದ್ದುಪಡಿ ತರಲಾಗಿದೆ" bbox=[852, 548, 1032, 574]
story4-column1: ಆಗಲಿಲ್ಲದರು. ಯಾರನ್ನು ನಾವು ಸುಮ್ಮನೆ ಬಿಡುವುದಿಲ್ಲ. ಈ ಪ್ರಕರಣ ಕುರಿತು ಸಂಬಂಧಪಟ್ಟ ಅಧಿಕಾರಿಗಳಿಂದ ಮಾಹಿತಿ ಪಡೆದು ನಾನೆ ಸದನಕ್ಕೆ ಪೂರ್ಣ ಮಾಹಿತಿ ನೀಡುವುದಾಗಿ ತಿಳಿಸಿದರು. ಇದಕ್ಕೂ ಮುನ್ನ ವಿಷಯ ಪ್ರಸ್ತಾಪಿಸಿದ ನವೀನ್, ಮಂಗಳೂರಿನ ಯುವತಿಯೊಬ್ಬಳು ಪ್ರೀತಿಸುವ ಹೆಸರಿನಲ್ಲಿ ಪ್ರಚೋದನೆ ನೀಡಿ ಕೊಲೆ ಮಾಡಿರುವುದು ನಡೆದಿದೆ. ಇದು ಅತ್ಯಂತ ಹೀನ ಕೃತ್ಯವಾಗಿದೆ. ಬಾಲಕಿಯ ಕುಟುಂಬಕ್ಕೆ ನ್ಯಾಯ ಒದಗಿಸಬೇಕು ಎಂದು ಮನವಿ ಮಾಡಿದರು. ಡಾ.ಬಿ.ಆರ್.ಅಂಬೇಡ್ಕರ್ ಹಾಸ್ಟೆಲ್‌ನಲ್ಲಿ ವ್ಯಾಸಂಗ ಮಾಡುತ್ತಿದ್ದ ವಿದ್ಯಾರ್ಥಿನಿಯನ್ನು ದುಷ್ಕರ್ಮಿಗಳು ಅಪಹರಿಸಿ ಅತ್ಯಾಚಾರವೆಸಗಿ ಕೊಲೆ ಮಾಡಿ ಮೃತದೇಹವನ್ನು ಸುಟ್ಟು ಹಾಕಿದ್ದಾರೆ. ನಾವು ಮನೆ ಮನೆಗೆ ತೆರಳಿ ಹುಡುಕಿದರೂ ಪತ್ತೆಯಾಗಿಲ್ಲ ಎಂದರು ಮನವರಿಕೆ bbox=[52, 1365, 238, 1575]
story6-column1: ಬೆಂಗಳೂರು: ಗುರುವಾರ ಕರ್ನಾಟಕದ ಹಲವಾರು ಭಾಗಗಳಲ್ಲಿ ನಿರಂತರ ಮಳೆಯಾಗಿದ್ದು, ನದಿಗಳು ಉಕ್ಕಿ ಹರಿಯುತ್ತಿವೆ. ಹಲವು ಕಡೆಗಳಲ್ಲಿ ಸೇತುವೆಗಳು ಮುಳುಗಡೆಯಾಗಿ ಅನೇಕ ಪ್ರದೇಶಗಳಲ್ಲಿ ರಸ್ತೆ ಸಂಪರ್ಕ ಕಡಿತಗೊಂಡಿದೆ ಎಂದು ಅಧಿಕಾರಿಗಳು ತಿಳಿಸಿದ್ದಾರೆ. ಧಾರವಾಡ, ಗದಗ, ದಾವಣಗೆರೆ, ಹಾವೇರಿ ಮತ್ತು ಉತ್ತರ ಕನ್ನಡದಲ್ಲಿ ಭಾರಿ ಮಳೆಯಾಗಿದ್ದು, ಮನೆಗಳು ಮತ್ತು ಕೃಷಿಭೂಮಿಗಳಿಗೆ ಹಾನಿಯಾಗಿದೆ. ಮಹಾರಾಷ್ಟ್ರದ ಜಲಾನಯನ ಪ್ರದೇಶದಲ್ಲಿ ಭಾರಿ ಮಳೆ ಬಿದ್ದಿರುವುದರಿಂದ ಕೃಷ್ಣಾ ನದಿಯಲ್ಲಿ ನೀರಿನ ಮಟ್ಟ ಏರಿಕೆಯಾಗಿದೆ. ಇತ್ತ ಯಾದಗಿರಿ ಜಿಲ್ಲೆಯಲ್ಲಿ, ನಾರಾಯಣಪುರದ ಬಸವಸಾಗರ ಅಣೆಕಟ್ಟಿನಿಂದ ನೀರನ್ನು ಬಿಡುಗಡೆ bbox=[72, 1753, 244, 1948]
column-divider bbox=[444, 188, 446, 1648]
story2-photo-dk-shivakumar bbox=[852, 328, 1030, 543]
story3-column1: ಹೊಳಲ್ಕೆರೆ: ಅಪ್ಪರ್ ಭದ್ರಯೋಜನೆಯಡಿ 24 ಕೆರೆಗಳಿಗೆ ನೀರು ತುಂಬಿಸುವ ಯೋಜನೆಯನ್ನು ಜಾರಿಗೆ ತಂದಿದ್ದು ನಾನು. ಇದರಲ್ಲಿ ಯಾರ ಕೊಡುಗೆಯೂ ಇಲ್ಲ ಎಂದು ಮಾಜಿ ಸಚಿವ ಹೆಚ್.ಆಂಜನೇಯ ತಿಳಿಸಿದ್ದು, ಇತ್ತೀಚೆಗೆ ಶಾಸಕ ಎಂ.ಚಂದ್ರಪ್ಪ ಅಪ್ಪರ್ ಭದ್ರ ಯೋಜನೆಯಿಂದ ಕೆರೆಗಳಿಗೆ ನೀರು ತುಂಬಿಸುತ್ತೇನೆ ನೀಡಿದ್ದ ಹೇಳಿಕೆ ಟಾಂಗ್ ನೀಡಿದ್ದಾರೆ. ಅವರು ಪಟ್ಟಣದಲ್ಲಿ ಪತ್ರಿಕಾ ಗೋಷ್ಠಿ ಯಲ್ಲಿ ಮಾತನಾಡಿ, ನಾನು 2013ರಲ್ಲಿ ಸಮಾಜ ಕಲ್ಯಾಣ ಮಂತ್ರಿಯಾಗಿದ್ದಾಗ ನನಗೆ ಯಾರೇನೂ ಹೇಳದಿದ್ದರೂ ನಾನು ಅಪ್ಪರ್ ಭದ್ರ ದಿಂದ ಹೊಳಲ್ಕೆರೆ ತಾಲೂಕಿನ ಕೆರೆಗಳಿಗೆ ನೀರು ತುಂಬಿಸುವ ಯೋಜನೆ ಮಾಡಿದ್ದೇನೆ. ಇದು ನನ್ನ ಕನಸು ಆಗಿತ್ತು. ಅದಕ್ಕಾಗಿ ನಾನು ಸಂಪೂರ್ಣ ಶ್ರಮವಹಿಸಿದ್ದೆ. ಶಾಸಕರು ಯಾವ ಕೆರೆಗೂ ನೀರು ತಂದಿಲ್ಲ, ಇದು ಶಾಸಕರ ಸುಳ್ಳು. ಸರ್ಕಾರಕ್ಕೆ ನೀಡಿದ ಪತ್ರ ತೋರಿಸಲಿ ಎಂದರು. ತಾಲೂಕಿನ ಕೆರೆಗಳಿಗೆ ನೀರು ಹರಿಯುತ್ತಿದೆ. ಇದೆಲ್ಲ ನನ್ನ ಶ್ರಮದ ಫಲ. ಅಪ್ಪರ್ ಭದ್ರಯೋಜನೆಯಡಿ ಹೊಳಲ್ಕೆರೆ ತಾಲೂಕನ್ನು ಸೇರಿಸಿದ್ದು ನಾನು. ಕೈಬಿಟ್ಟಿದ್ದ ಹೊಳಲ್ಕೆರೆ ತಾಲ್ಲೂಕನ್ನು bbox=[452, 753, 642, 1024]
story5-headline: ಪಿಒಪಿ ಗಣೇಶ ತಯಾರಿ, ಮಾರಾಟ ಮಾಡಿದ್ರೆ ಕ್ರಿಮಿನಲ್ ಕೇಸ್ bbox=[521, 1248, 1173, 1288]
date-kannada: ಶುಕ್ರವಾರ 22 ಆಗಸ್ಟ್ 2025 bbox=[1090, 121, 1234, 137]
story4-headline-line1: ವಿದ್ಯಾರ್ಥಿನಿ ಕೊಲೆ ಪ್ರಕರಣ bbox=[129, 1258, 356, 1289]
story2-column2: ಸ್ಪಷ್ಟಪಡಿಸಲಾಗಿದೆ. ಭವಿಷ್ಯದಲ್ಲಿ ಯಾವುದೇ ಗೊಂದಲಕ್ಕೆ ಅವಕಾಶ ನೀಡಬಾರದು ಎಂಬ ಉದ್ದೇಶದಿಂದ ಈ ತಿದ್ದುಪಡಿ ಯಲ್ಲಿ ಜಿಬಿಎ ಪಾಲಿಕೆಗಳ ಆಡಳಿತದಲ್ಲಿ ಹಸ್ತಕ್ಷೇಪ ಮಾಡುವುದಿಲ್ಲ ಎಂಬ ಸ್ಪಷ್ಟನೆ ನೀಡಲಾಗಿದೆ" ಎಂದು ತಿಳಿಸಿದರು. ಸದಸ್ಯರಾದ ಗೋವಿಂದ ರಾಜು, ಟಿ.ಎ ಶರವಣ, ಹೆಚ್.ಎಸ್ ಗೋಪಿನಾಥ್ ಅವರು ಕೋರಿದ ಸ್ಪಷ್ಟನೆಗೆ ಉತ್ತರ ನೀಡಿದ ಸಚಿವರು, "ನಾವು ಆಡಳಿತಾನುಕೂಲದಂತೆ ರಾಜ್ಯ ಸರ್ಕಾರ ಒಂದು ಪಕ್ಷ ಅಧಿಕಾರದಲ್ಲಿದ್ದರೆ, ಪಾಲಿಕೆಯಲ್ಲಿ ಮತ್ತೊಂದು ಪಕ್ಷ ಅಧಿಕಾರದಲ್ಲಿರಬಹುದು. ಇಂತಹ ಸಂದರ್ಭದಲ್ಲಿ ಸಂವಿಧಾನದ 74ನೇ ತಿದ್ದುಪಡಿಯ ಧ್ಯೇಯದಂತೆ ಹಾಗೂ ರಾಜ್ಯ ಸರ್ಕಾರ bbox=[652, 327, 842, 507]
page-number: 2 bbox=[50, 85, 120, 183]
story3-photo-h-anjaneya bbox=[650, 756, 830, 1018]
person-illustration bbox=[650, 756, 830, 1018]
story4-top-rule bbox=[50, 1244, 435, 1246]
person-illustration bbox=[852, 328, 1030, 543]
rain-scene-illustration bbox=[252, 1752, 630, 1892]
